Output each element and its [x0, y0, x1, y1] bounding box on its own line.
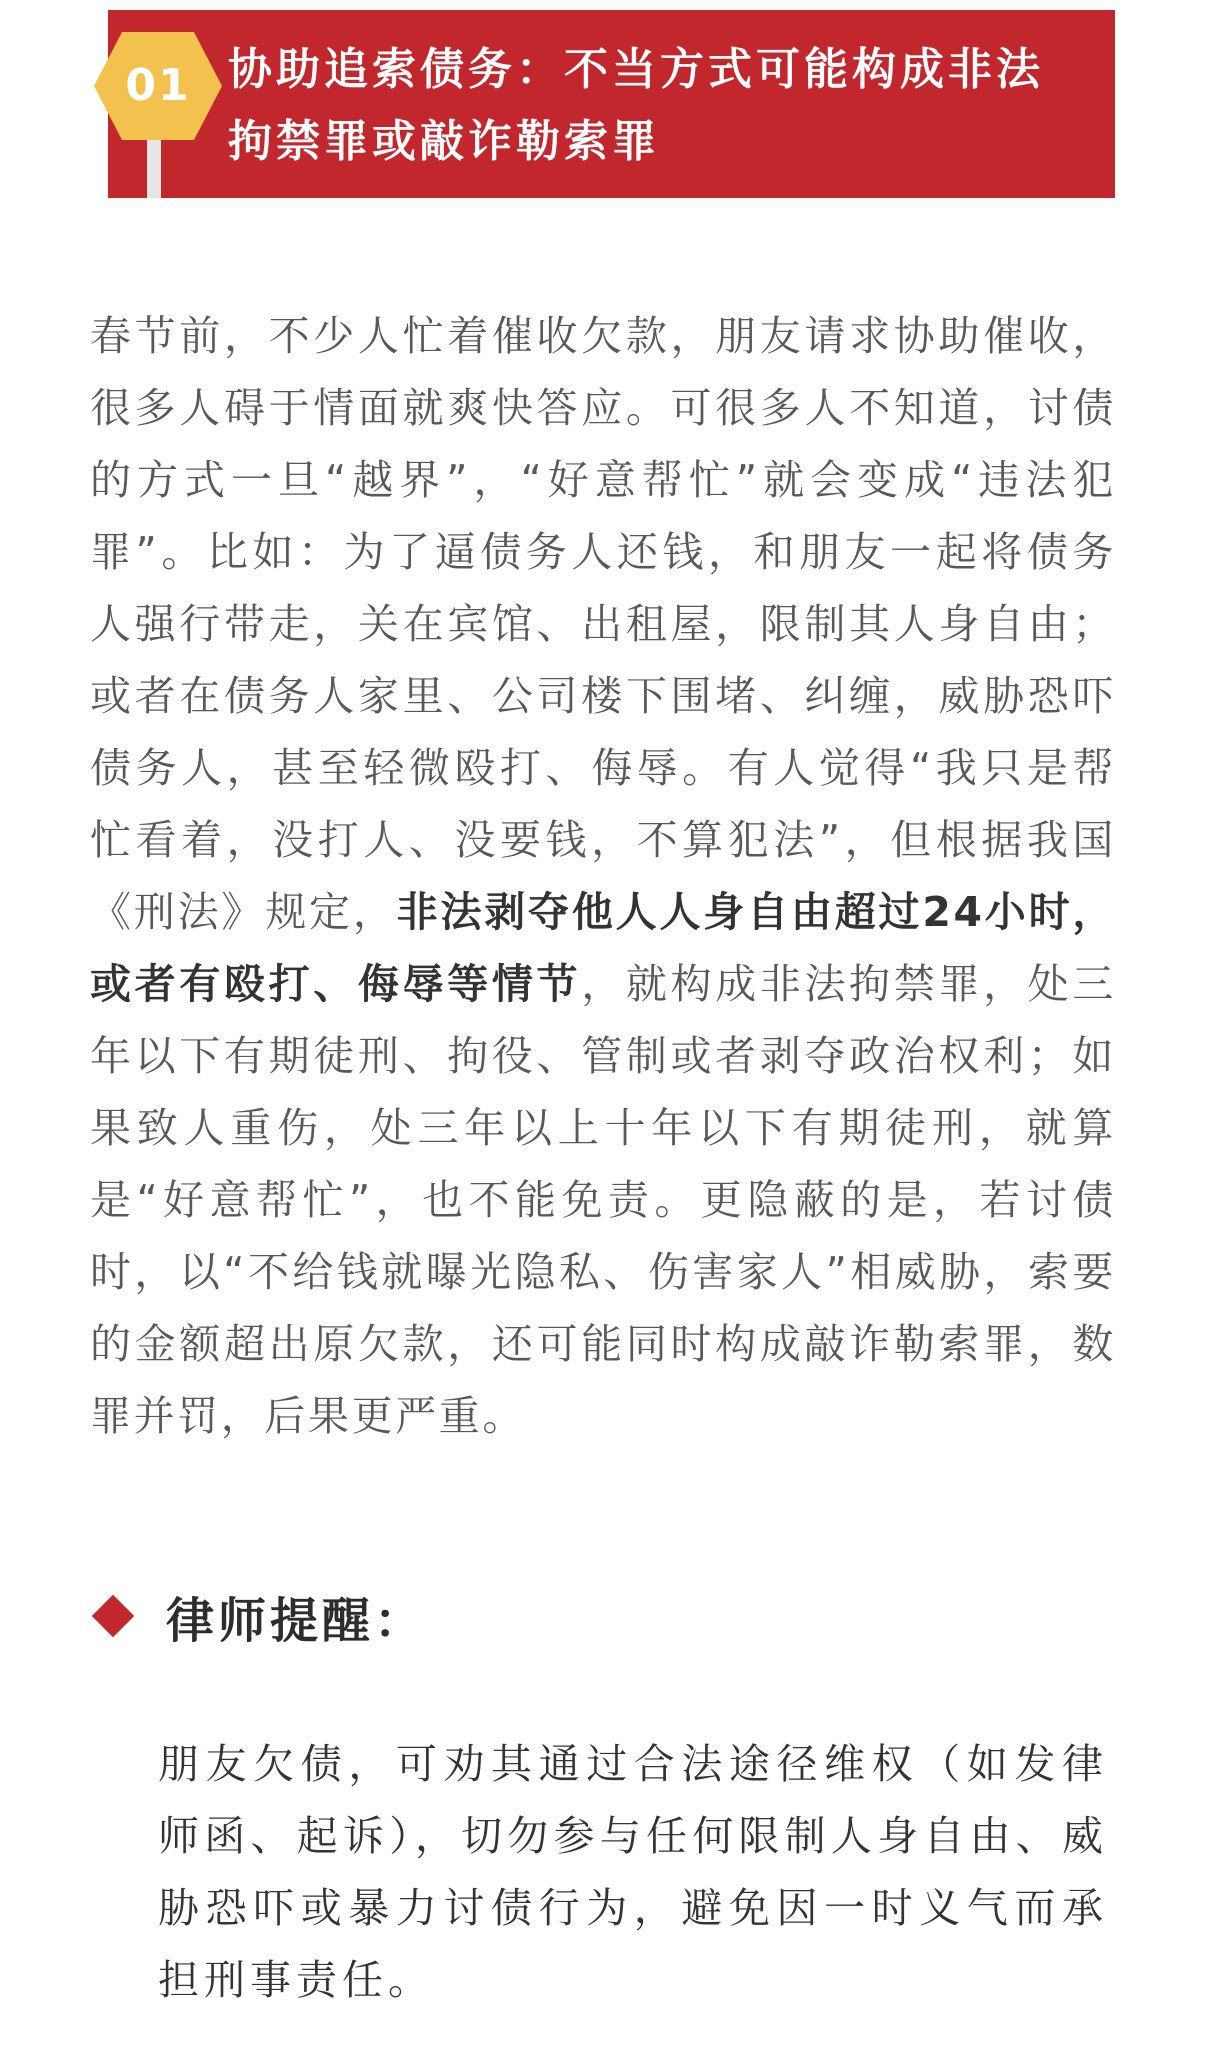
reminder-paragraph: 朋友欠债，可劝其通过合法途径维权（如发律师函、起诉），切勿参与任何限制人身自由、威胁恐吓或暴力讨债行为，避免因一时义气而承担刑事责任。 [158, 1740, 1108, 2004]
body-text-part1: 春节前，不少人忙着催收欠款，朋友请求协助催收，很多人碍于情面就爽快答应。可很多人不知道，讨债的方式一旦“越界”，“好意帮忙”就会变成“违法犯罪”。比如：为了逼债务人还钱，和朋友一起将债务人强行带走，关在宾馆、出租屋，限制其人身自由；或者在债务人家里、公司楼下围堵、纠缠，威胁恐吓债务人，甚至轻微殴打、侮辱。有人觉得“我只是帮忙看着，没打人、没要钱，不算犯法”，但根据我国《刑法》规定， [90, 312, 1116, 936]
badge-post [147, 135, 161, 198]
section-title: 协助追索债务：不当方式可能构成非法拘禁罪或敲诈勒索罪 [228, 44, 1044, 167]
lawyer-reminder-heading [90, 1580, 426, 1652]
body-paragraph [90, 300, 1116, 1452]
body-text-part2: ，就构成非法拘禁罪，处三年以下有期徒刑、拘役、管制或者剥夺政治权利；如果致人重伤，处三年以上十年以下有期徒刑，就算是“好意帮忙”，也不能免责。更隐蔽的是，若讨债时，以“不给钱就曝光隐私、伤害家人”相威胁，索要的金额超出原欠款，还可能同时构成敲诈勒索罪，数罪并罚，后果更严重。 [90, 960, 1116, 1440]
badge-number: 01 [125, 60, 191, 111]
body-text-emphasis: 非法剥夺他人人身自由超过24小时，或者有殴打、侮辱等情节 [90, 888, 1116, 1008]
reminder-title: 律师提醒： [166, 1592, 427, 1649]
section-number-badge [92, 30, 224, 142]
diamond-bullet-icon [92, 1595, 134, 1637]
